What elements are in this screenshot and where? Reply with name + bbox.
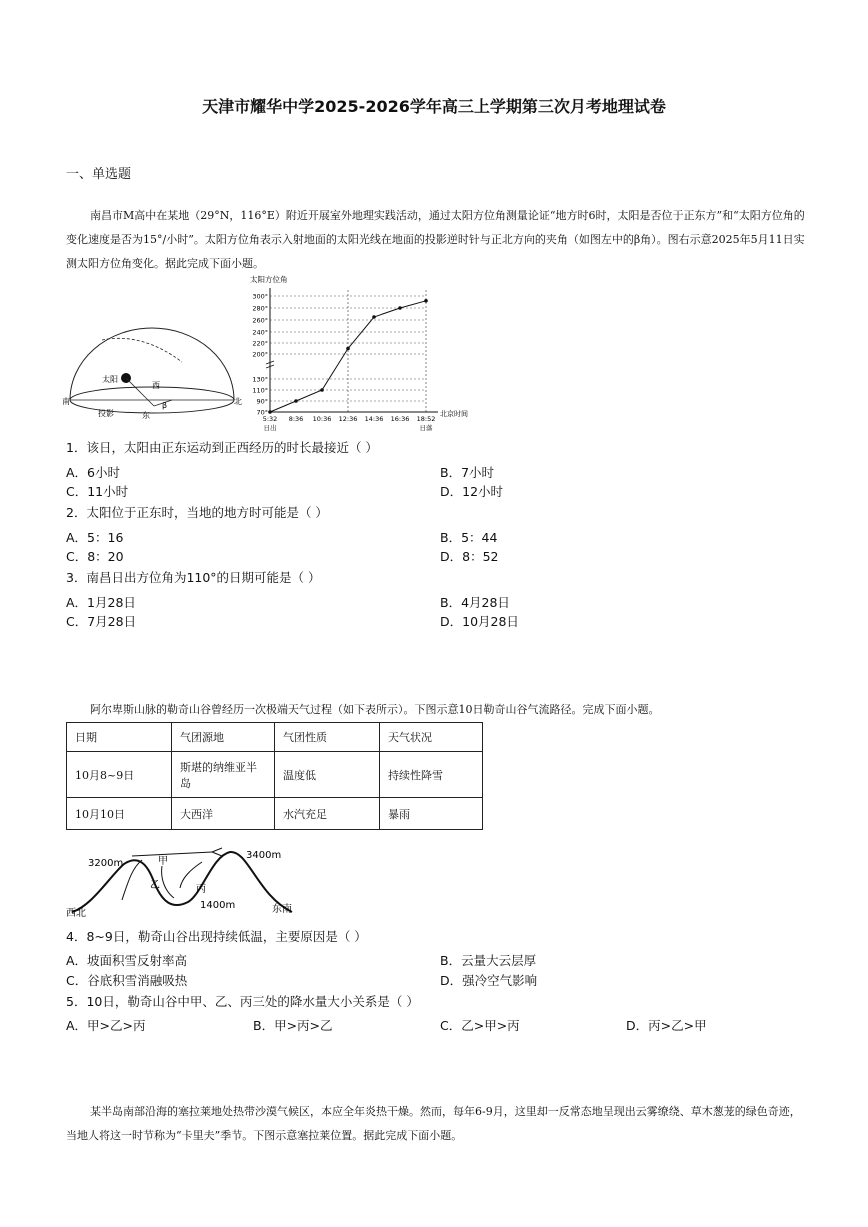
- table-cell: 斯堪的纳维亚半岛: [172, 752, 275, 798]
- beta-label: β: [162, 401, 168, 410]
- airflow-upslope: [122, 860, 142, 900]
- data-point: [372, 315, 376, 319]
- point-yi: 乙: [150, 880, 160, 891]
- option-b[interactable]: B．5：44: [440, 530, 498, 545]
- y-axis-label: 太阳方位角: [250, 275, 288, 284]
- y-tick-label: 220°: [252, 339, 268, 348]
- option-c[interactable]: C．谷底积雪消融吸热: [66, 973, 188, 988]
- shadow-label: 投影: [98, 409, 114, 418]
- south-label: 南: [62, 397, 70, 406]
- option-d[interactable]: D．丙>乙>甲: [626, 1018, 707, 1033]
- y-tick-label: 280°: [252, 304, 268, 313]
- table-cell: 温度低: [275, 752, 380, 798]
- table-header-row: [67, 723, 483, 752]
- y-tick-label: 240°: [252, 328, 268, 337]
- option-c[interactable]: C．7月28日: [66, 614, 137, 629]
- y-tick-label: 90°: [256, 397, 268, 406]
- page-title: 天津市耀华中学2025-2026学年高三上学期第三次月考地理试卷: [202, 97, 666, 116]
- table-row: [67, 752, 483, 798]
- table-header-cell: 日期: [67, 723, 172, 752]
- question-stem: 3．南昌日出方位角为110°的日期可能是（ ）: [66, 570, 321, 585]
- option-c[interactable]: C．8：20: [66, 549, 124, 564]
- section-heading: 一、单选题: [66, 167, 132, 182]
- table-header-cell: 气团源地: [172, 723, 275, 752]
- option-a[interactable]: A．坡面积雪反射率高: [66, 953, 188, 968]
- option-b[interactable]: B．4月28日: [440, 595, 510, 610]
- point-jia: 甲: [158, 856, 168, 867]
- x-tick-label: 8:36: [288, 415, 304, 423]
- x-tick-label: 18:52: [416, 415, 436, 423]
- question-stem: 5．10日，勒奇山谷中甲、乙、丙三处的降水量大小关系是（ ）: [66, 994, 419, 1009]
- data-point: [320, 388, 324, 392]
- option-b[interactable]: B．7小时: [440, 465, 495, 480]
- data-point: [346, 347, 350, 351]
- passage-2: 阿尔卑斯山脉的勒奇山谷曾经历一次极端天气过程（如下表所示）。下图示意10日勒奇山谷气流路径。完成下面小题。: [90, 703, 660, 716]
- option-a[interactable]: A．1月28日: [66, 595, 136, 610]
- option-a[interactable]: A．甲>乙>丙: [66, 1018, 146, 1033]
- y-tick-label: 130°: [252, 375, 268, 384]
- height-label-1400: 1400m: [200, 900, 236, 911]
- x-tick-label: 16:36: [390, 415, 410, 423]
- azimuth-line-chart: [248, 274, 488, 436]
- sun-label: 太阳: [102, 375, 118, 384]
- option-c[interactable]: C．乙>甲>丙: [440, 1018, 520, 1033]
- option-a[interactable]: A．5：16: [66, 530, 124, 545]
- passage-3: 某半岛南部沿海的塞拉莱地处热带沙漠气候区，本应全年炎热干燥。然而，每年6-9月，这里却一反常态地呈现出云雾缭绕、草木葱茏的绿色奇迹，当地人将这一时节称为“卡里夫”季节。下图示意塞拉莱位置。据此完成下面小题。: [66, 1105, 801, 1142]
- x-axis-label: 北京时间: [440, 410, 468, 418]
- table-row: [67, 798, 483, 830]
- table-header-cell: 天气状况: [380, 723, 483, 752]
- data-point: [268, 410, 272, 414]
- y-tick-label: 260°: [252, 316, 268, 325]
- option-d[interactable]: D．10月28日: [440, 614, 519, 629]
- y-tick-label: 300°: [252, 292, 268, 301]
- x-tick-label: 12:36: [338, 415, 358, 423]
- north-label: 北: [234, 397, 242, 406]
- sunset-label: 日落: [419, 424, 433, 432]
- east-label: 东: [142, 411, 150, 420]
- sunrise-label: 日出: [263, 424, 277, 432]
- data-point: [294, 399, 298, 403]
- option-b[interactable]: B．甲>丙>乙: [253, 1018, 333, 1033]
- option-a[interactable]: A．6小时: [66, 465, 121, 480]
- table-cell: 持续性降雪: [380, 752, 483, 798]
- weather-table: [66, 722, 483, 830]
- passage-1: 南昌市M高中在某地（29°N，116°E）附近开展室外地理实践活动，通过太阳方位角测量论证“地方时6时，太阳是否位于正东方”和“太阳方位角的变化速度是否为15°/小时”。太阳方位角表示入射地面的太阳光线在地面的投影逆时针与正北方向的夹角（如图左中的β角）。图右示意2025年5月11日实测太阳方位角变化。据此完成下面小题。: [66, 209, 805, 270]
- table-cell: 水汽充足: [275, 798, 380, 830]
- question-stem: 1．该日，太阳由正东运动到正西经历的时长最接近（ ）: [66, 440, 378, 455]
- option-d[interactable]: D．12小时: [440, 484, 504, 499]
- question-stem: 2．太阳位于正东时，当地的地方时可能是（ ）: [66, 505, 328, 520]
- x-tick-label: 14:36: [364, 415, 384, 423]
- option-d[interactable]: D．8：52: [440, 549, 499, 564]
- y-tick-label: 110°: [252, 386, 268, 395]
- x-tick-label: 5:32: [262, 415, 278, 423]
- data-point: [398, 306, 402, 310]
- table-header-cell: 气团性质: [275, 723, 380, 752]
- option-c[interactable]: C．11小时: [66, 484, 129, 499]
- direction-nw: 西北: [66, 908, 86, 919]
- x-tick-label: 10:36: [312, 415, 332, 423]
- data-point: [424, 299, 428, 303]
- sun-path: [102, 338, 182, 362]
- y-tick-label: 70°: [256, 408, 268, 417]
- y-tick-label: 200°: [252, 350, 268, 359]
- valley-airflow-diagram: [62, 836, 312, 920]
- height-label-3200: 3200m: [88, 858, 124, 869]
- question-stem: 4．8~9日，勒奇山谷出现持续低温，主要原因是（ ）: [66, 929, 367, 944]
- option-d[interactable]: D．强冷空气影响: [440, 973, 538, 988]
- sun-ray: [126, 378, 154, 406]
- sun-dome-diagram: [62, 322, 244, 422]
- west-label: 西: [152, 381, 160, 390]
- option-b[interactable]: B．云量大云层厚: [440, 953, 537, 968]
- height-label-3400: 3400m: [246, 850, 282, 861]
- point-bing: 丙: [196, 884, 206, 895]
- airflow-top: [132, 852, 212, 856]
- table-cell: 10月8~9日: [67, 752, 172, 798]
- table-cell: 暴雨: [380, 798, 483, 830]
- table-cell: 10月10日: [67, 798, 172, 830]
- airflow-arrowhead: [212, 848, 222, 856]
- table-cell: 大西洋: [172, 798, 275, 830]
- direction-se: 东南: [272, 904, 292, 915]
- airflow-downslope: [162, 866, 174, 898]
